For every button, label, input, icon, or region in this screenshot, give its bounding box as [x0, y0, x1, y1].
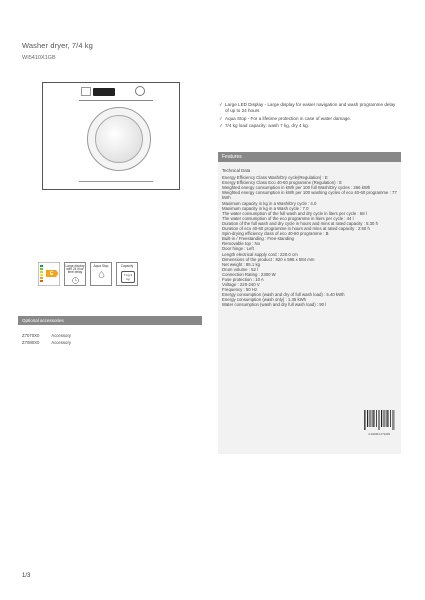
- door-glass: [95, 115, 143, 163]
- feature-line: Fuse protection : 10 A: [222, 276, 264, 282]
- check-icon: ✓: [219, 102, 223, 107]
- feature-line: Duration of the full wash and dry cycle in hours and mins at rated capacity : 5:30 h: [222, 220, 378, 226]
- highlight-item: ✓ Aqua Stop - For a lifetime protection in case of water damage.: [219, 115, 352, 121]
- features-header: Features: [218, 152, 401, 162]
- feature-line: Duration of eco 40-60 programme in hours and mins at rated capacity : 2:50 h: [222, 226, 370, 232]
- large-display-label: Large display with 24 hour time delay: [64, 262, 86, 286]
- feature-line: Energy consumption (wash only) : 1.35 kWh: [222, 297, 307, 303]
- feature-line: Energy Efficiency Class Wash/Dry cycle(Regulation) : E: [222, 175, 328, 181]
- feature-line: Net weight : 85.1 kg: [222, 261, 260, 267]
- accessory-code: Z7080X0: [22, 340, 40, 345]
- energy-class-icon: [38, 262, 60, 286]
- aqua-stop-label: Aqua Stop: [90, 262, 112, 286]
- energy-class-letter: E: [50, 270, 54, 277]
- detergent-drawer: [81, 87, 91, 96]
- feature-line: Energy consumption (wash and dry of full wash load) : 5.40 kWh: [222, 292, 345, 298]
- product-image: [42, 82, 180, 190]
- highlight-item: ✓ 7/4 kg load capacity: wash 7 kg, dry 4 kg.: [219, 123, 310, 128]
- feature-line: Frequency : 50 Hz: [222, 287, 258, 293]
- check-icon: ✓: [219, 123, 223, 128]
- features-body: [218, 162, 401, 308]
- accessory-row: [22, 333, 71, 338]
- feature-line: Voltage : 220-240 V: [222, 282, 260, 288]
- energy-labels: [38, 262, 148, 286]
- feature-line: Spin-drying efficiency class of eco 40-60 programme : B: [222, 231, 329, 237]
- water-drop-icon: [97, 271, 106, 278]
- feature-line: Connection Rating : 2300 W: [222, 271, 276, 277]
- accessory-code: Z7070X0: [22, 333, 40, 338]
- accessory-name: Accessory: [51, 333, 72, 338]
- feature-line: Removable top : No: [222, 241, 260, 247]
- feature-line: Maximum capacity in kg in a Wash cycle : 7.0: [222, 205, 309, 211]
- accessory-row: [22, 340, 71, 345]
- barcode-icon: [363, 410, 395, 430]
- feature-line: Drum volume : 52 l: [222, 266, 259, 272]
- capacity-icon: 7 kg 4 kg: [121, 271, 135, 283]
- highlights-list: [219, 102, 399, 131]
- feature-line: The water consumption of the eco programme in liters per cycle : 44 l: [222, 215, 354, 221]
- plinth-line: [79, 181, 153, 182]
- feature-line: Weighted energy consumption in kWh per 100 washing cycles of eco 40-60 programme : 77 kWh: [222, 190, 397, 201]
- feature-line: Door hinge : Left: [222, 246, 254, 252]
- feature-line: The water consumption of the full wash and dry cycle in liters per cycle : 68 l: [222, 210, 367, 216]
- clock-icon: [71, 277, 80, 284]
- feature-line: Weighted energy consumption in kWh per 100 full Wash/Dry cycles : 266 kWh: [222, 185, 371, 191]
- feature-line: Length electrical supply cord : 220.0 cm: [222, 251, 298, 257]
- product-model: WI5410X1GB: [22, 55, 56, 61]
- optional-accessories-header: Optional accessories: [18, 316, 202, 325]
- highlight-item: ✓ Large LED Display - Large display for easier navigation and wash programme delay of up to 24 hours: [219, 102, 396, 113]
- accessory-name: Accessory: [51, 340, 72, 345]
- capacity-label: Capacity 7 kg 4 kg: [116, 262, 138, 286]
- barcode-number: 4 242004 271209: [368, 432, 390, 436]
- feature-line: Maximum capacity in kg in a Wash/Dry cycle : 4.0: [222, 200, 317, 206]
- check-icon: ✓: [219, 115, 223, 121]
- feature-line: Dimensions of the product : 820 x 595 x 584 mm: [222, 256, 315, 262]
- programme-knob: [135, 86, 145, 96]
- feature-line: Energy Efficiency Class Eco 40-60 programme (Regulation) : E: [222, 180, 343, 186]
- feature-line: Built-in / Freestanding : Free-standing: [222, 236, 294, 242]
- page-number: 1/3: [22, 573, 31, 579]
- features-box: [218, 152, 401, 454]
- led-display: [93, 88, 115, 96]
- feature-line: Water consumption (wash and dry full wash load) : 90 l: [222, 302, 327, 308]
- technical-data-title: Technical Data: [222, 168, 251, 173]
- product-title: Washer dryer, 7/4 kg: [22, 41, 93, 50]
